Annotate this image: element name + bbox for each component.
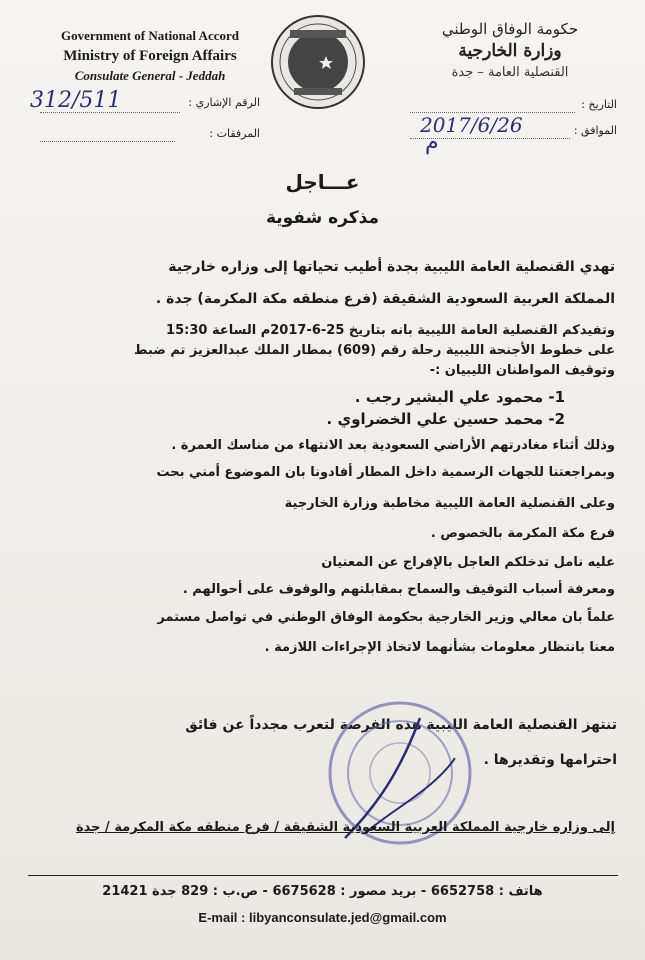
- detainee-item-2: 2- محمد حسين علي الخضراوي .: [326, 410, 565, 428]
- body-p1-line1: تهدي القنصلية العامة الليبية بجدة أطيب تحياتها إلى وزاره خارجية: [168, 259, 615, 275]
- attachments-dotted-line: [40, 141, 175, 142]
- body-p4-line3: فرع مكة المكرمة بالخصوص .: [430, 526, 615, 541]
- en-government-line: Government of National Accord: [60, 28, 239, 43]
- footer-contact: هاتف : 6652758 - بريد مصور : 6675628 - ص.ب : 829 جدة 21421: [102, 884, 543, 899]
- note-heading: مذكره شفوية: [265, 208, 380, 228]
- body-p3: وذلك أثناء مغادرتهم الأراضي السعودية بعد الانتهاء من مناسك العمرة .: [171, 438, 615, 453]
- ar-government-line: حكومة الوفاق الوطني: [441, 20, 579, 38]
- ar-consulate-line: القنصلية العامة – جدة: [451, 65, 569, 80]
- date-label: التاريخ :: [581, 98, 617, 111]
- hijri-date-label: الموافق :: [573, 124, 617, 137]
- attachments-label: المرفقات :: [209, 127, 260, 140]
- body-p1-line2: المملكة العربية السعودية الشقيقة (فرع منطقه مكة المكرمة) جدة .: [155, 291, 615, 307]
- body-p4-line1: وبمراجعتنا للجهات الرسمية داخل المطار أفادونا بان الموضوع أمني بحت: [156, 465, 615, 480]
- body-p4-line2: وعلى القنصلية العامة الليبية مخاطبة وزارة الخارجية: [284, 496, 615, 511]
- body-p6-line1: علماً بان معالي وزير الخارجية بحكومة الوفاق الوطني في تواصل مستمر: [157, 610, 615, 625]
- closing-line1: تنتهز القنصلية العامة الليبية هذه الفرصة لتعرب مجدداً عن فائق: [185, 717, 617, 733]
- ar-ministry-line: وزارة الخارجية: [458, 41, 562, 61]
- footer-email: E-mail : libyanconsulate.jed@gmail.com: [198, 910, 447, 925]
- body-p2-line2: على خطوط الأجنحة الليبية رحلة رقم (609) بمطار الملك عبدالعزيز تم ضبط: [134, 343, 615, 358]
- body-p2-line3: وتوقيف المواطنان الليبيان :-: [429, 363, 615, 378]
- libya-emblem-icon: [268, 12, 368, 112]
- body-p2-line1: وتفيدكم القنصلية العامة الليبية بانه بتاريخ 25-6-2017م الساعة 15:30: [166, 323, 615, 338]
- arabic-letterhead: [405, 18, 615, 84]
- detainee-item-1: 1- محمود علي البشير رجب .: [354, 388, 565, 406]
- urgent-heading: عـــاجل: [285, 170, 360, 194]
- footer-divider: [28, 875, 618, 876]
- body-p5-line1: عليه نامل تدخلكم العاجل بالإفراج عن المعنيان: [321, 555, 615, 570]
- body-p6-line2: معنا بانتظار معلومات بشأنهما لاتخاذ الإجراءات اللازمة .: [264, 640, 615, 655]
- closing-line2: احترامها وتقديرها .: [483, 752, 617, 768]
- date-suffix: م: [425, 130, 439, 155]
- en-consulate-line: Consulate General - Jeddah: [74, 68, 226, 83]
- handwritten-date: 2017/6/26: [420, 113, 523, 137]
- reference-label: الرقم الإشاري :: [188, 96, 260, 109]
- en-ministry-line: Ministry of Foreign Affairs: [63, 48, 237, 64]
- reference-number: 312/511: [30, 88, 122, 113]
- addressee-line: إلى وزاره خارجية المملكة العربية السعودية الشقيقة / فرع منطقه مكة المكرمة / جدة: [75, 820, 615, 835]
- english-letterhead: [40, 26, 260, 86]
- body-p5-line2: ومعرفة أسباب التوقيف والسماح بمقابلتهم والوقوف على أحوالهم .: [182, 582, 615, 597]
